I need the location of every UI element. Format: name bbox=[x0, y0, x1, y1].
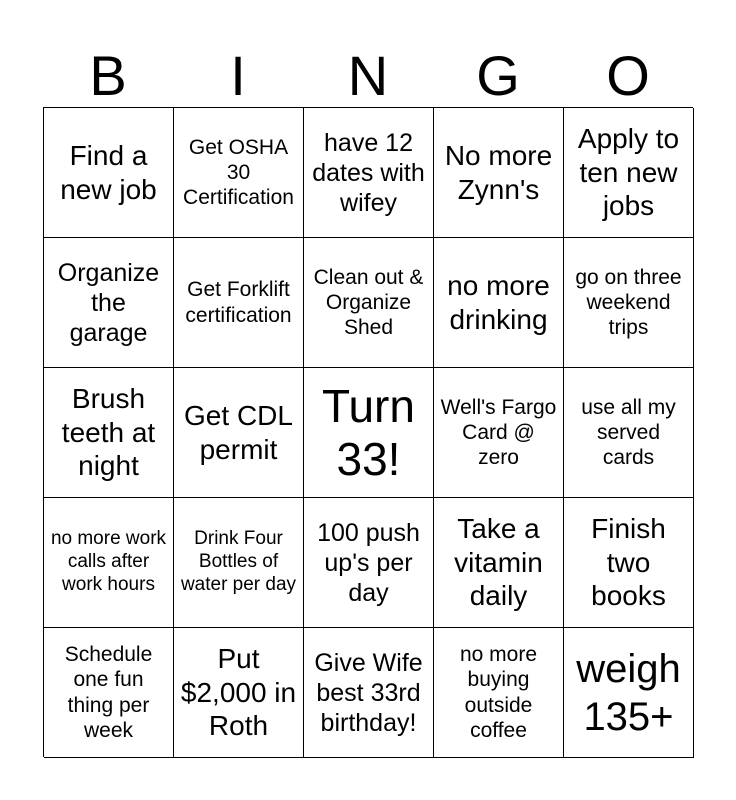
bingo-cell[interactable]: Apply to ten new jobs bbox=[564, 108, 694, 238]
header-letter-i: I bbox=[230, 44, 246, 107]
header-letter-o: O bbox=[606, 44, 650, 107]
bingo-cell[interactable]: Get Forklift certification bbox=[174, 238, 304, 368]
bingo-cell[interactable]: Take a vitamin daily bbox=[434, 498, 564, 628]
bingo-board bbox=[43, 107, 693, 757]
bingo-cell[interactable]: Finish two books bbox=[564, 498, 694, 628]
bingo-cell[interactable]: Get CDL permit bbox=[174, 368, 304, 498]
bingo-cell[interactable]: no more buying outside coffee bbox=[434, 628, 564, 758]
bingo-cell[interactable]: Drink Four Bottles of water per day bbox=[174, 498, 304, 628]
bingo-cell[interactable]: Organize the garage bbox=[44, 238, 174, 368]
bingo-cell[interactable]: 100 push up's per day bbox=[304, 498, 434, 628]
bingo-cell[interactable]: weigh 135+ bbox=[564, 628, 694, 758]
bingo-cell[interactable]: Brush teeth at night bbox=[44, 368, 174, 498]
bingo-cell[interactable]: Schedule one fun thing per week bbox=[44, 628, 174, 758]
bingo-cell[interactable]: go on three weekend trips bbox=[564, 238, 694, 368]
bingo-cell[interactable]: use all my served cards bbox=[564, 368, 694, 498]
bingo-cell[interactable]: Find a new job bbox=[44, 108, 174, 238]
bingo-cell[interactable]: no more work calls after work hours bbox=[44, 498, 174, 628]
bingo-header bbox=[43, 46, 693, 106]
header-letter-g: G bbox=[476, 44, 520, 107]
bingo-cell[interactable]: Give Wife best 33rd birthday! bbox=[304, 628, 434, 758]
bingo-cell[interactable]: Clean out & Organize Shed bbox=[304, 238, 434, 368]
bingo-cell[interactable]: have 12 dates with wifey bbox=[304, 108, 434, 238]
bingo-cell[interactable]: Well's Fargo Card @ zero bbox=[434, 368, 564, 498]
bingo-cell[interactable]: no more drinking bbox=[434, 238, 564, 368]
bingo-cell-free[interactable]: Turn 33! bbox=[304, 368, 434, 498]
bingo-cell[interactable]: Put $2,000 in Roth bbox=[174, 628, 304, 758]
header-letter-b: B bbox=[89, 44, 127, 107]
bingo-cell[interactable]: No more Zynn's bbox=[434, 108, 564, 238]
header-letter-n: N bbox=[347, 44, 389, 107]
bingo-cell[interactable]: Get OSHA 30 Certification bbox=[174, 108, 304, 238]
